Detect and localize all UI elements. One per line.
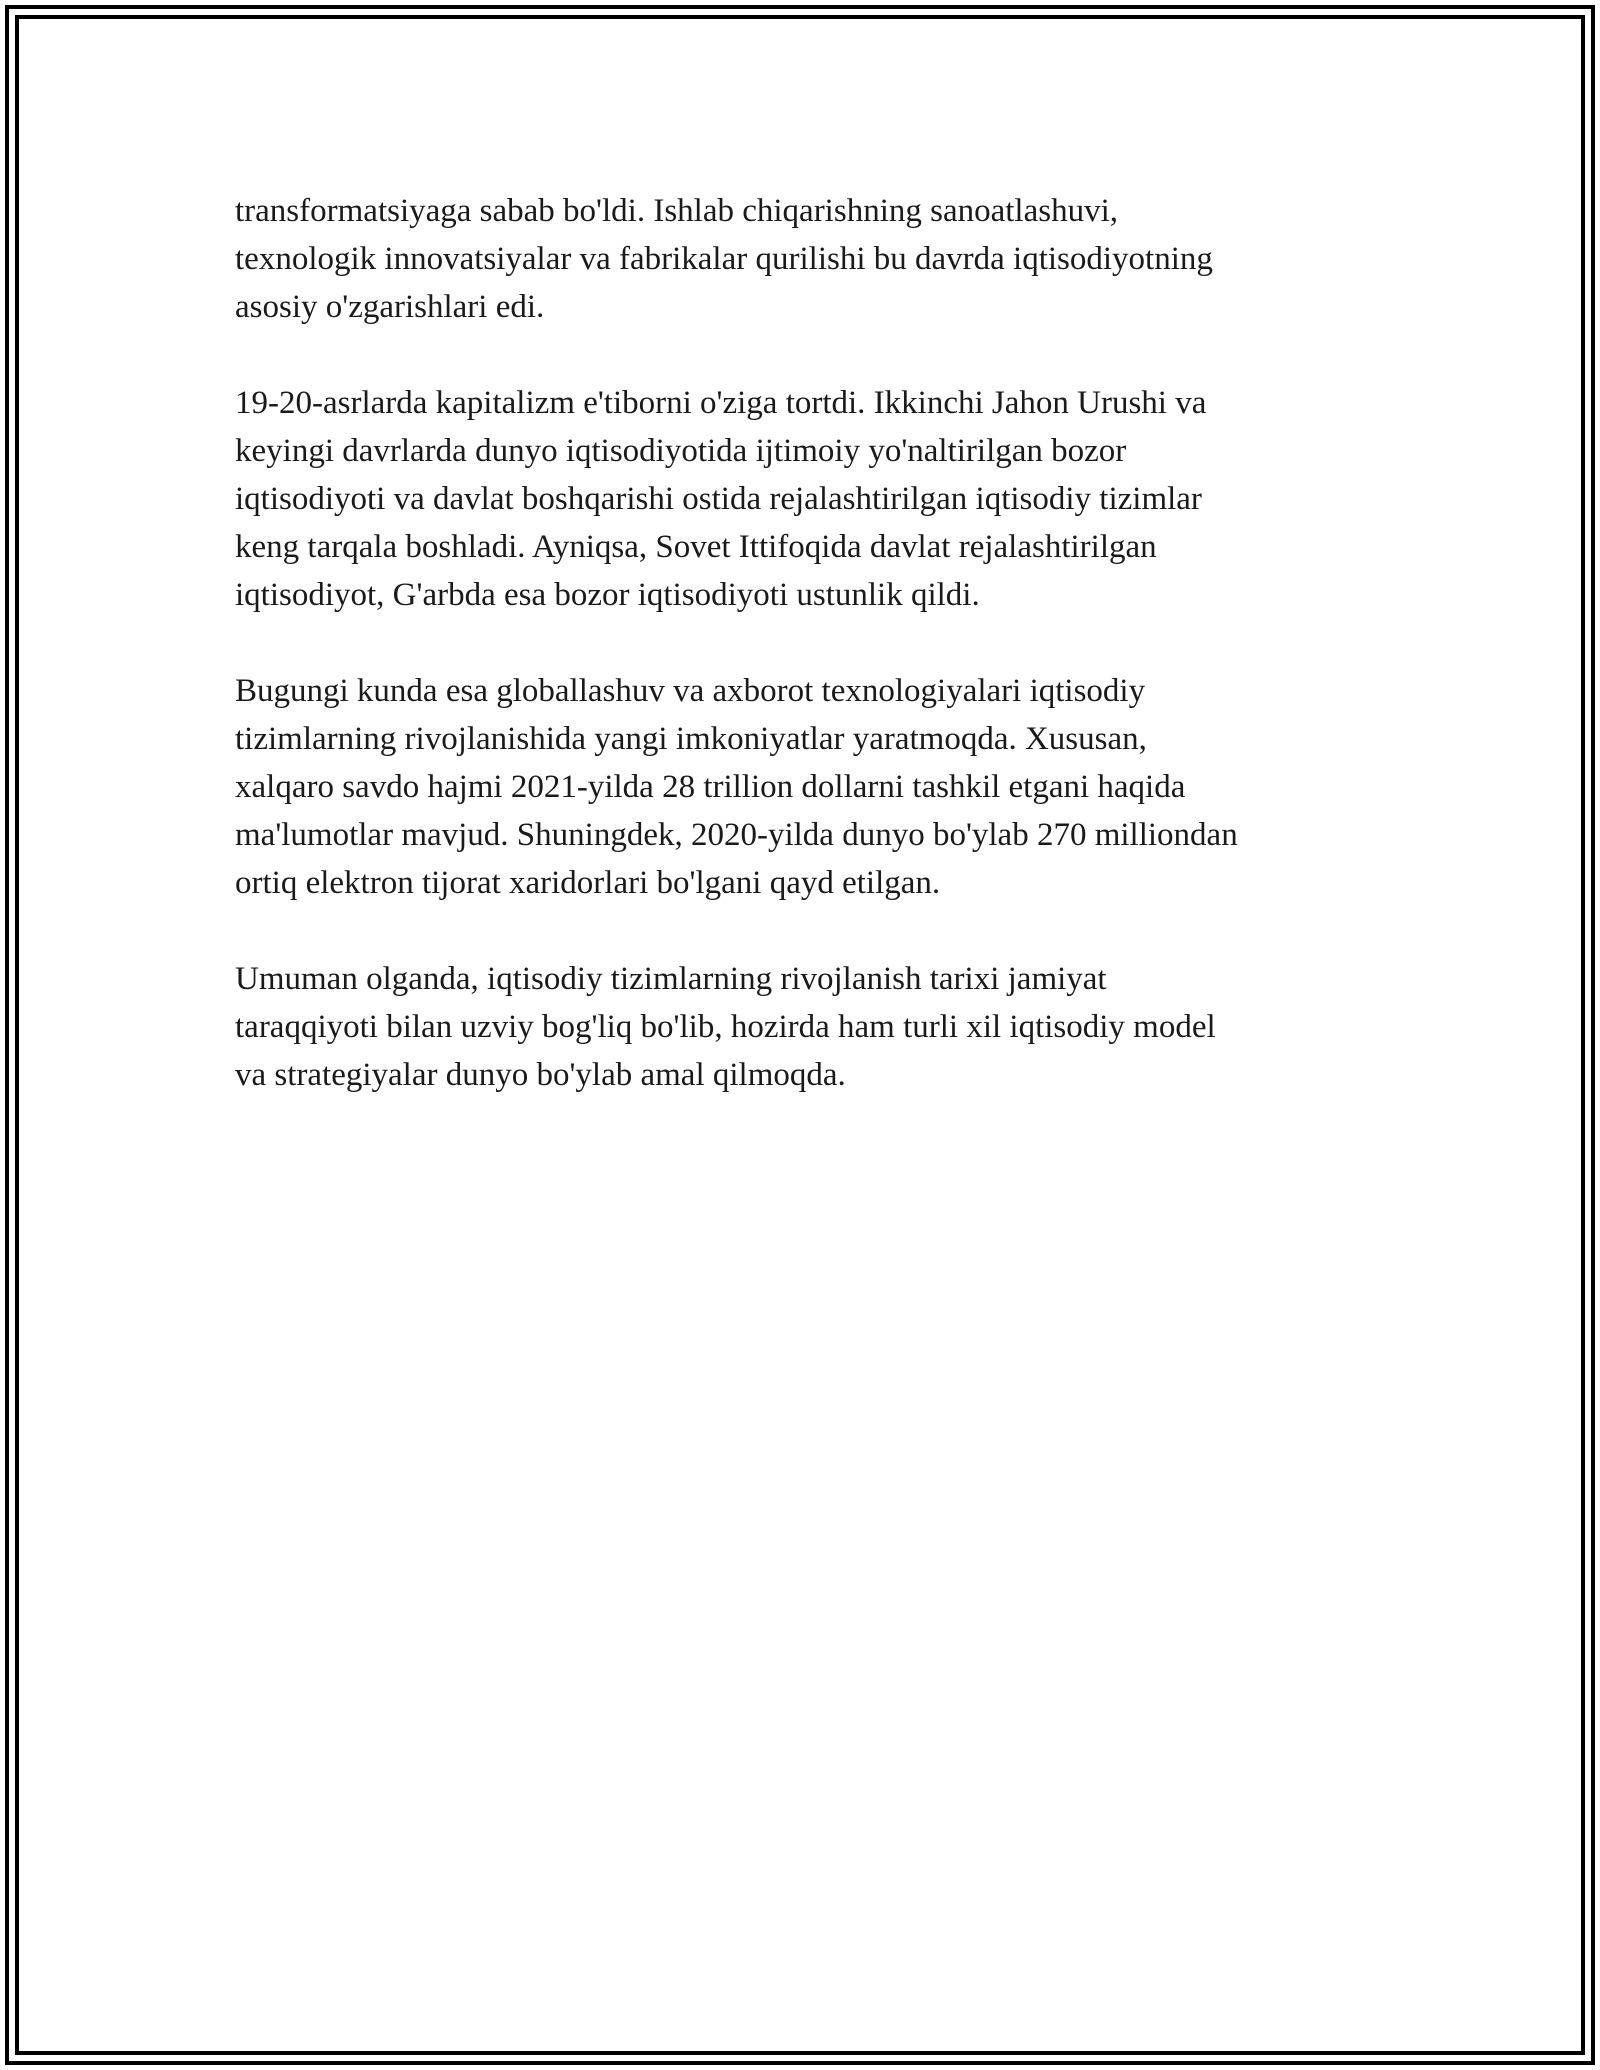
text-line: iqtisodiyoti va davlat boshqarishi ostida rejalashtirilgan iqtisodiy tizimlar: [235, 481, 1202, 517]
text-line: iqtisodiyot, G'arbda esa bozor iqtisodiyoti ustunlik qildi.: [235, 577, 980, 613]
text-line: Bugungi kunda esa globallashuv va axborot texnologiyalari iqtisodiy: [235, 673, 1146, 709]
document-body: [235, 187, 1365, 1147]
text-line: 19-20-asrlarda kapitalizm e'tiborni o'ziga tortdi. Ikkinchi Jahon Urushi va: [235, 385, 1207, 421]
text-line: transformatsiyaga sabab bo'ldi. Ishlab chiqarishning sanoatlashuvi,: [235, 193, 1118, 229]
paragraph-globalization: [235, 667, 1365, 907]
text-line: ma'lumotlar mavjud. Shuningdek, 2020-yilda dunyo bo'ylab 270 milliondan: [235, 817, 1238, 853]
text-line: Umuman olganda, iqtisodiy tizimlarning rivojlanish tarixi jamiyat: [235, 961, 1107, 997]
text-line: tizimlarning rivojlanishida yangi imkoniyatlar yaratmoqda. Xususan,: [235, 721, 1147, 757]
text-line: keyingi davrlarda dunyo iqtisodiyotida ijtimoiy yo'naltirilgan bozor: [235, 433, 1127, 469]
paragraph-capitalism: [235, 379, 1365, 619]
text-line: asosiy o'zgarishlari edi.: [235, 289, 545, 325]
text-line: va strategiyalar dunyo bo'ylab amal qilmoqda.: [235, 1057, 846, 1093]
text-line: xalqaro savdo hajmi 2021-yilda 28 trillion dollarni tashkil etgani haqida: [235, 769, 1186, 805]
text-line: taraqqiyoti bilan uzviy bog'liq bo'lib, hozirda ham turli xil iqtisodiy model: [235, 1009, 1216, 1045]
paragraph-industrialization: [235, 187, 1365, 331]
text-line: texnologik innovatsiyalar va fabrikalar qurilishi bu davrda iqtisodiyotning: [235, 241, 1213, 277]
text-line: ortiq elektron tijorat xaridorlari bo'lgani qayd etilgan.: [235, 865, 941, 901]
text-line: keng tarqala boshladi. Ayniqsa, Sovet Ittifoqida davlat rejalashtirilgan: [235, 529, 1157, 565]
paragraph-conclusion: [235, 955, 1365, 1099]
